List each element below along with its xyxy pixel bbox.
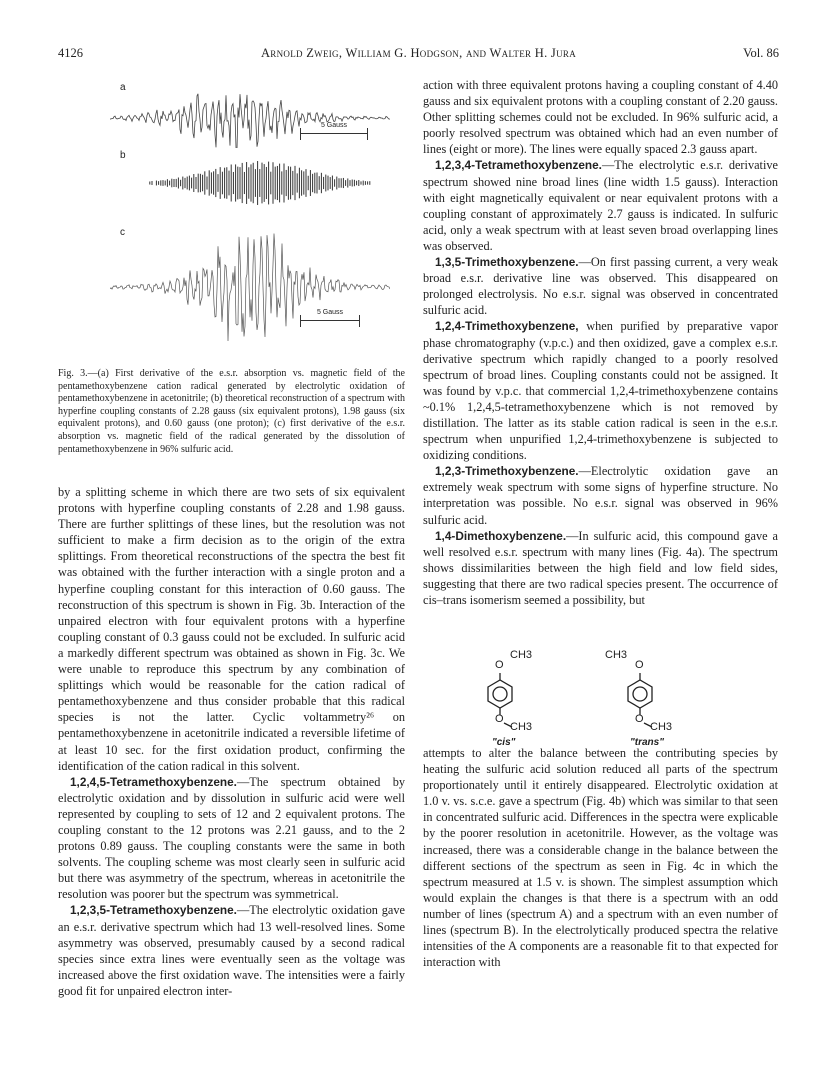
spectrum-b bbox=[110, 158, 390, 208]
scale-bar-c bbox=[300, 309, 360, 331]
section-heading: 1,2,3,5-Tetramethoxybenzene. bbox=[70, 903, 237, 918]
oxygen-label: O bbox=[495, 713, 504, 725]
paragraph: 1,2,4-Trimethoxybenzene, when purified by preparative vapor phase chromatography (v.p.c.) and then oxidized, gave a complex e.s.r. derivative spectrum which rapidly changed to a poorly resolved spectrum of broad lines. Coupling constants could not be assigned. It was found by v.p.c. that commercial 1,2,4-trimethoxybenzene contains ~0.1% 1,2,4,5-tetramethoxybenzene which is not removed by distillation. The latter as its stable cation radical is seen in the e.s.r. spectrum when unpurified 1,2,4-trimethoxybenzene is subjected to oxidizing conditions. bbox=[423, 319, 778, 463]
paragraph: 1,2,3,5-Tetramethoxybenzene.—The electrolytic oxidation gave an e.s.r. derivative spectrum which had 13 well-resolved lines. Some asymmetry was observed, presumably caused by a second radical species since extra lines were eventually seen as the voltage was increased above the first oxidation wave. The intensities were a fairly good fit for unpaired electron inter- bbox=[58, 903, 405, 998]
page-number: 4126 bbox=[58, 46, 83, 60]
paragraph: 1,3,5-Trimethoxybenzene.—On first passing current, a very weak broad e.s.r. derivative line was observed. This disappeared on prolonged electrolysis. No e.s.r. signal was observed in concentrated sulfuric acid. bbox=[423, 255, 778, 318]
oxygen-label: O bbox=[495, 659, 504, 671]
oxygen-label: O bbox=[635, 713, 644, 725]
scale-label-a: 5 Gauss bbox=[320, 122, 348, 129]
methyl-label: CH3 bbox=[650, 721, 673, 733]
panel-label-a: a bbox=[120, 82, 126, 93]
paragraph: 1,2,3-Trimethoxybenzene.—Electrolytic oxidation gave an extremely weak spectrum with some signs of hyperfine structure. No interpretation was possible. No e.s.r. signal was observed in 96% sulfuric acid. bbox=[423, 464, 778, 527]
section-heading: 1,2,3-Trimethoxybenzene. bbox=[435, 464, 579, 479]
methyl-label: CH3 bbox=[605, 649, 628, 661]
benzene-rings bbox=[470, 665, 730, 745]
left-column bbox=[58, 484, 405, 999]
methyl-label: CH3 bbox=[510, 721, 533, 733]
figure-caption: Fig. 3.—(a) First derivative of the e.s.r. absorption vs. magnetic field of the pentamethoxybenzene cation radical generated by electrolytic oxidation of pentamethoxybenzene in acetonitrile; (b) theoretical reconstruction of a spectrum with hyperfine coupling constants of 2.28 gauss (six equivalent protons), 1.98 gauss (six equivalent protons), and 0.60 gauss (one proton); (c) first derivative of the e.s.r. absorption vs. magnetic field of the radical generated by the dissolution of pentamethoxybenzene in 96% sulfuric acid. bbox=[58, 368, 405, 455]
section-heading: 1,2,3,4-Tetramethoxybenzene. bbox=[435, 158, 602, 173]
methyl-label: CH3 bbox=[510, 649, 533, 661]
panel-label-c: c bbox=[120, 227, 125, 238]
section-heading: 1,2,4,5-Tetramethoxybenzene. bbox=[70, 774, 237, 789]
running-header bbox=[58, 46, 779, 64]
scale-bar-a bbox=[300, 122, 368, 144]
section-heading: 1,3,5-Trimethoxybenzene. bbox=[435, 255, 579, 270]
paragraph: 1,4-Dimethoxybenzene.—In sulfuric acid, this compound gave a well resolved e.s.r. spectrum with many lines (Fig. 4a). The spectrum shows dissimilarities between the high field and low field sides, suggesting that there are two radical species present. The occurrence of cis–trans isomerism seemed a possibility, but bbox=[423, 528, 778, 607]
section-heading: 1,4-Dimethoxybenzene. bbox=[435, 528, 567, 543]
scale-label-c: 5 Gauss bbox=[316, 309, 344, 316]
right-column-continued bbox=[423, 745, 778, 970]
section-heading: 1,2,4-Trimethoxybenzene, bbox=[435, 319, 579, 334]
right-column bbox=[423, 77, 778, 608]
paragraph: action with three equivalent protons having a coupling constant of 4.40 gauss and six equivalent protons with a coupling constant of 2.20 gauss. Other splitting schemes could not be excluded. In 96% sulfuric acid, a poorly resolved spectrum was obtained which had an even number of lines (eight or more). The lines were equally spaced 2.3 gauss apart. bbox=[423, 78, 778, 157]
cis-trans-structures bbox=[470, 649, 730, 748]
panel-label-b: b bbox=[120, 150, 126, 161]
oxygen-label: O bbox=[635, 659, 644, 671]
running-title: Arnold Zweig, William G. Hodgson, and Walter H. Jura bbox=[260, 46, 576, 60]
volume-label: Vol. 86 bbox=[743, 46, 779, 60]
cis-label: "cis" bbox=[492, 737, 516, 748]
trans-label: "trans" bbox=[630, 737, 664, 748]
paragraph: 1,2,3,4-Tetramethoxybenzene.—The electrolytic e.s.r. derivative spectrum showed nine broad lines (line width 1.5 gauss). Interaction with eight magnetically equivalent or near equivalent protons with a coupling constant of approximately 2.7 gauss is indicated. In sulfuric acid, only a weak spectrum with at least seven broad overlapping lines was observed. bbox=[423, 158, 778, 253]
paragraph: 1,2,4,5-Tetramethoxybenzene.—The spectrum obtained by electrolytic oxidation and by dissolution in sulfuric acid were well represented by coupling to sets of 12 and 2 equivalent protons. The coupling constant to the 12 protons was 2.21 gauss, and to the 2 protons 0.89 gauss. The coupling constants were the same in both solvents. The coupling scheme was most clearly seen in sulfuric acid but there was asymmetry of the spectrum, whereas in acetonitrile the resolution was poorer but the spectrum was symmetrical. bbox=[58, 774, 405, 902]
paragraph: attempts to alter the balance between the contributing species by heating the sulfuric acid solution reduced all parts of the spectrum proportionately until it entirely disappeared. Electrolytic oxidation at 1.0 v. vs. s.c.e. gave a spectrum (Fig. 4b) which was similar to that seen in concentrated sulfuric acid. Differences in the spectra were explicable by the poorer resolution in acetonitrile. However, as the voltage was increased, there was a considerable change in the balance between the different sections of the spectrum as seen in Fig. 4c in which the spectrum measured at 1.5 v. is shown. The simplest assumption which would explain the changes is that there is a spectrum with an odd number of lines (spectrum A) and a spectrum with an even number of lines (spectrum B). In the electrolytically produced spectra the relative intensities of the A components are a reasonable fit to that expected for interaction with bbox=[423, 746, 778, 970]
paragraph: by a splitting scheme in which there are two sets of six equivalent protons with hyperfine coupling constants of 2.28 and 1.98 gauss. There are further splittings of these lines, but the resolution was not sufficient to make a firm decision as to the origin of the extra splittings. From theoretical reconstructions of the spectra the best fit was obtained with the further interaction with a single proton and a hyperfine coupling constant for this interaction of 0.60 gauss. The reconstruction of this spectrum is shown in Fig. 3b. Interaction of the unpaired electron with four equivalent protons with a hyperfine coupling constant of 0.3 gauss could not be excluded. In sulfuric acid a markedly different spectrum was obtained as shown in Fig. 3c. We were unable to reproduce this spectrum by any combination of splittings which would be reasonable for the cation radical of pentamethoxybenzene and thus consider probable that this radical species is not the latter. Cyclic voltammetry²⁶ on pentamethoxybenzene in acetonitrile indicated a reversible lifetime of at least 10 sec. for the first oxidation product, confirming the identification of the cation radical in this solvent. bbox=[58, 485, 405, 773]
